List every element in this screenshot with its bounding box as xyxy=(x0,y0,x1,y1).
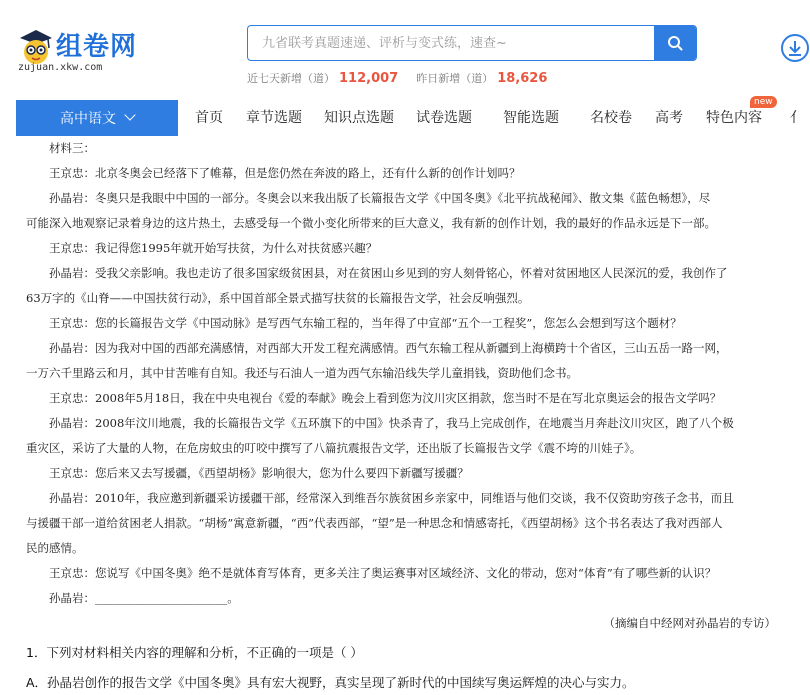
search-input[interactable] xyxy=(248,26,654,60)
main-nav xyxy=(0,100,804,136)
logo-text: 组卷网 xyxy=(56,32,138,62)
article-source: （摘编自中经网对孙晶岩的专访） xyxy=(603,616,776,630)
search-button[interactable] xyxy=(654,26,696,60)
nav-item-chapter[interactable]: 章节选题 xyxy=(246,110,302,126)
article-line: 孙晶岩：因为我对中国的西部充满感情，对西部大开发工程充满感情。西气东输工程从新疆到上海横跨十个省区，三山五岳一路一网， xyxy=(49,341,728,355)
article-line: 孙晶岩：_______________________。 xyxy=(49,591,239,605)
article-line: 王京忠：我记得您1995年就开始写扶贫，为什么对扶贫感兴趣？ xyxy=(49,241,378,255)
site-header xyxy=(0,0,800,100)
article-line: 王京忠：2008年5月18日，我在中央电视台《爱的奉献》晚会上看到您为汶川灾区捐款，您当时不是在写北京奥运会的报告文学吗？ xyxy=(49,391,722,405)
mascot-logo-icon xyxy=(16,28,56,66)
stats-yesterday-value: 18,626 xyxy=(497,71,548,86)
search-icon xyxy=(667,35,683,51)
download-icon[interactable] xyxy=(780,33,810,63)
subject-label: 高中语文 xyxy=(60,111,116,127)
new-badge: new xyxy=(750,96,777,108)
stats-yesterday-label: 昨日新增（道） xyxy=(416,72,494,85)
nav-item-featured[interactable]: 特色内容 xyxy=(706,110,762,126)
article-line: 孙晶岩：冬奥只是我眼中中国的一部分。冬奥会以来我出版了长篇报告文学《中国冬奥》《北平抗战秘闻》、散文集《蓝色畅想》，尽 xyxy=(49,191,711,205)
article-line: 王京忠：您后来又去写援疆，《西望胡杨》影响很大，您为什么要四下新疆写援疆？ xyxy=(49,466,469,480)
logo-domain: zujuan.xkw.com xyxy=(18,62,103,73)
article-line: 一万六千里路云和月，其中甘苦唯有自知。我还与石油人一道为西气东输沿线失学儿童捐钱，资助他们念书。 xyxy=(26,366,578,380)
nav-item-schools[interactable]: 名校卷 xyxy=(590,110,632,126)
nav-item-papers[interactable]: 试卷选题 xyxy=(416,110,472,126)
site-logo[interactable] xyxy=(16,26,146,72)
stats-week-value: 112,007 xyxy=(339,71,399,86)
nav-item-gaokao[interactable]: 高考 xyxy=(655,110,683,126)
article-line: 民的感情。 xyxy=(26,541,84,555)
nav-item-knowledge[interactable]: 知识点选题 xyxy=(324,110,394,126)
article-line: 与援疆干部一道给贫困老人捐款。“胡杨”寓意新疆，“西”代表西部，“望”是一种思念和情感寄托，《西望胡杨》这个书名表达了我对西部人 xyxy=(26,516,723,530)
article-line: 孙晶岩：受我父亲影响。我也走访了很多国家级贫困县，对在贫困山乡见到的穷人刻骨铭心，怀着对贫困地区人民深沉的爱，我创作了 xyxy=(49,266,728,280)
article-line: 王京忠：您说写《中国冬奥》绝不是就体育写体育，更多关注了奥运赛事对区域经济、文化的带动，您对“体育”有了哪些新的认识？ xyxy=(49,566,717,580)
article-line: 重灾区，采访了大量的人物，在危房蚊虫的叮咬中撰写了八篇抗震报告文学，还出版了长篇报告文学《震不垮的川娃子》。 xyxy=(26,441,642,455)
article-line: 王京忠：北京冬奥会已经落下了帷幕，但是您仍然在奔波的路上，还有什么新的创作计划吗？ xyxy=(49,166,521,180)
chevron-down-icon xyxy=(124,109,135,120)
question-option-a[interactable]: A．孙晶岩创作的报告文学《中国冬奥》具有宏大视野，真实呈现了新时代的中国续写奥运辉煌的决心与实力。 xyxy=(26,675,635,690)
question-stem: 1．下列对材料相关内容的理解和分析，不正确的一项是（ ） xyxy=(26,645,363,660)
article-content xyxy=(26,136,776,695)
stats-week-label: 近七天新增（道） xyxy=(247,72,335,85)
subject-selector[interactable] xyxy=(16,100,178,136)
nav-item-more[interactable]: 亻 xyxy=(790,110,804,126)
article-line: 孙晶岩：2010年，我应邀到新疆采访援疆干部，经常深入到维吾尔族贫困乡亲家中，同维语与他们交谈，我不仅资助穷孩子念书，而且 xyxy=(49,491,734,505)
article-line: 材料三： xyxy=(49,141,95,155)
article-lines xyxy=(26,136,776,611)
search-box xyxy=(247,25,697,61)
article-line: 孙晶岩：2008年汶川地震，我的长篇报告文学《五环旗下的中国》快杀青了，我马上完成创作，在地震当月奔赴汶川灾区，跑了八个极 xyxy=(49,416,734,430)
nav-item-home[interactable]: 首页 xyxy=(195,110,223,126)
article-line: 王京忠：您的长篇报告文学《中国动脉》是写西气东输工程的，当年得了中宣部“五个一工程奖”，您怎么会想到写这个题材？ xyxy=(49,316,682,330)
article-line: 63万字的《山脊——中国扶贫行动》，系中国首部全景式描写扶贫的长篇报告文学，社会反响强烈。 xyxy=(26,291,530,305)
article-line: 可能深入地观察记录着身边的这片热土，去感受每一个微小变化所带来的巨大意义，我有新的创作计划，我的最好的作品永远是下一部。 xyxy=(26,216,716,230)
nav-item-smart[interactable]: 智能选题 xyxy=(503,110,559,126)
question-stats xyxy=(247,70,565,86)
